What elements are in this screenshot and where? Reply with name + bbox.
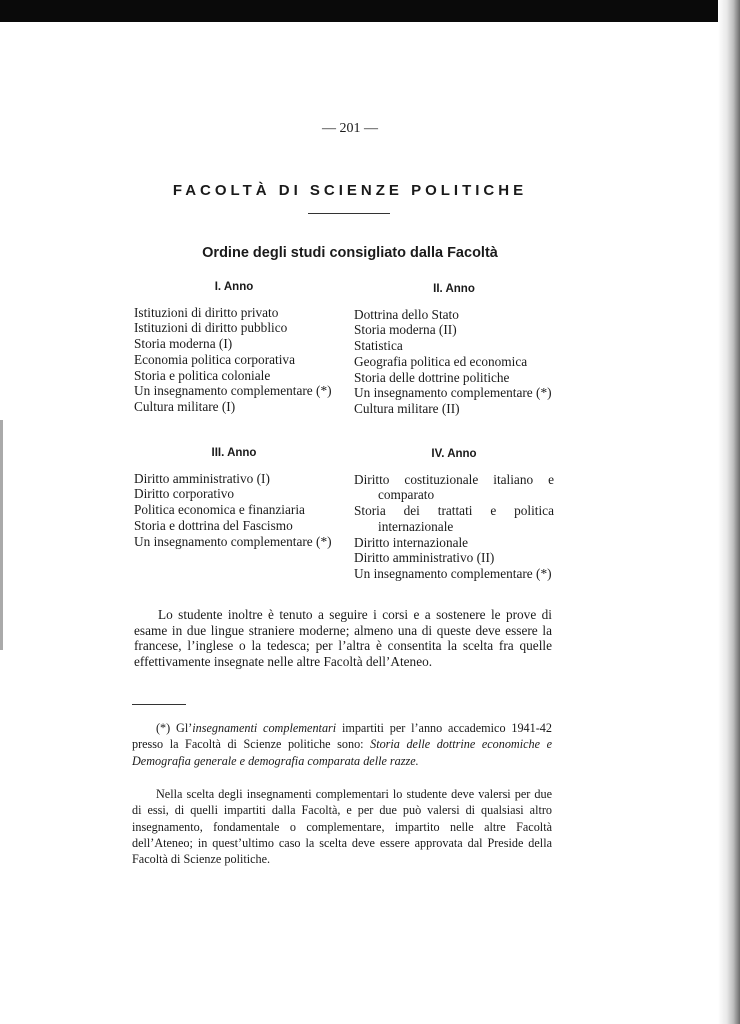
year-heading: II. Anno [433, 283, 475, 295]
title-divider [308, 213, 390, 214]
footnote-mark: (*) Gl’ [156, 721, 193, 735]
course-item: Storia moderna (I) [134, 336, 233, 352]
course-item: Storia delle dottrine politiche [354, 369, 510, 385]
scan-left-edge [0, 420, 3, 650]
course-item: Storia e politica coloniale [134, 367, 271, 383]
course-item: Diritto internazionale [354, 534, 469, 550]
page-title: FACOLTÀ DI SCIENZE POLITICHE [172, 182, 528, 199]
course-item: Cultura militare (I) [134, 398, 236, 414]
course-item: Diritto amministrativo (II) [354, 550, 495, 566]
year-heading: IV. Anno [431, 448, 477, 460]
course-list [354, 472, 554, 582]
year-3-section [134, 446, 334, 549]
year-1-section [134, 280, 334, 415]
footnote-italic: insegnamenti complementari [192, 721, 337, 735]
course-item: Diritto amministrativo (I) [134, 470, 270, 486]
footnote-paragraph: Nella scelta degli insegnamenti complementari lo studente deve valersi per due di essi, di quelli impartiti dalla Facoltà, e per due può valersi di qualsiasi altro insegnamento, fondamentale o complementare, impartito nelle altre Facoltà dell’Ateneo; in quest’ultimo caso la scelta deve essere approvata dal Preside della Facoltà di Scienze politiche. [132, 787, 552, 867]
course-item: Storia e dottrina del Fascismo [134, 517, 293, 533]
course-item: Diritto corporativo [134, 486, 235, 502]
course-item: Economia politica corporativa [134, 351, 295, 367]
course-item: Istituzioni di diritto privato [134, 304, 279, 320]
course-item: Politica economica e finanziaria [134, 502, 305, 518]
course-item: Storia dei trattati e politica internazionale [354, 503, 554, 534]
year-heading: III. Anno [211, 447, 257, 459]
body-paragraph: Lo studente inoltre è tenuto a seguire i corsi e a sostenere le prove di esame in due lingue straniere moderne; almeno una di queste deve essere la francese, l’inglese o la tedesca; per l’altra è consentita la scelta fra quelle effettivamente insegnate nelle altre Facoltà dell’Ateneo. [134, 607, 552, 670]
footnote-divider [132, 704, 186, 705]
course-item: Diritto costituzionale italiano e comparato [354, 471, 554, 503]
course-item: Geografia politica ed economica [354, 353, 528, 369]
course-list [134, 471, 334, 550]
course-item: Statistica [354, 338, 403, 354]
course-item: Storia moderna (II) [354, 322, 457, 338]
year-2-section [354, 282, 554, 417]
footnote-italic: Storia delle dottrine economiche e Demografia generale e demografia comparata delle razze. [132, 737, 552, 768]
year-4-section [354, 447, 554, 582]
course-item: Dottrina dello Stato [354, 306, 459, 322]
course-item: Un insegnamento complementare (*) [354, 385, 552, 401]
course-item: Un insegnamento complementare (*) [354, 565, 552, 581]
footnote [132, 720, 552, 769]
course-item: Un insegnamento complementare (*) [134, 533, 332, 549]
course-item: Istituzioni di diritto pubblico [134, 320, 288, 336]
footnote-text: impartiti per l’anno accademico 1941-42 presso la Facoltà di Scienze politiche sono: [132, 721, 552, 752]
page-number: — 201 — [322, 121, 378, 136]
course-list [354, 307, 554, 417]
subtitle: Ordine degli studi consigliato dalla Facoltà [202, 245, 498, 261]
course-item: Cultura militare (II) [354, 400, 460, 416]
scan-top-border [0, 0, 740, 22]
year-heading: I. Anno [214, 281, 254, 293]
scan-right-edge [718, 0, 740, 1024]
course-list [134, 305, 334, 415]
course-item: Un insegnamento complementare (*) [134, 383, 332, 399]
